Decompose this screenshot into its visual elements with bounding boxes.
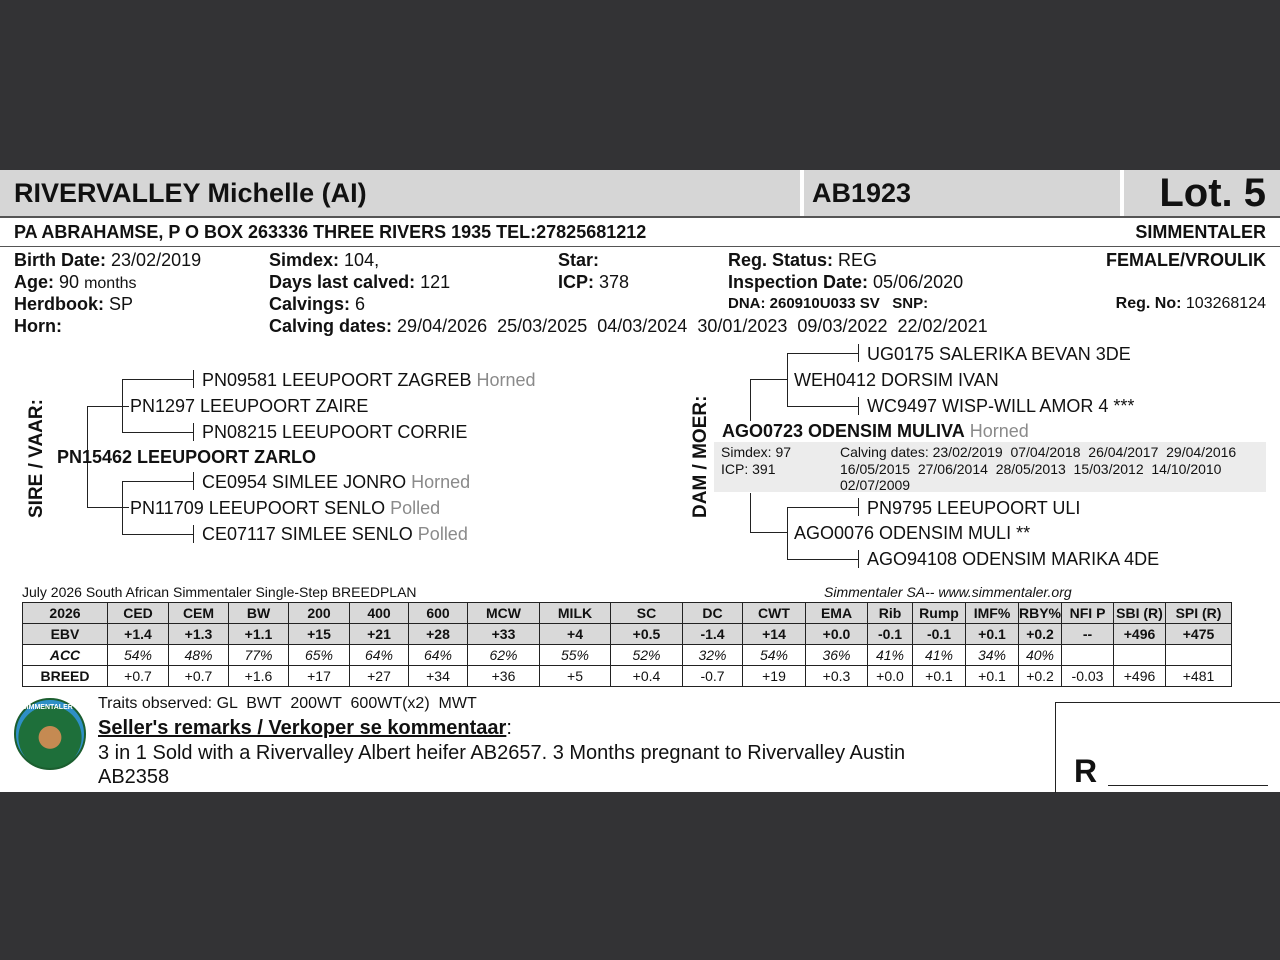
table-cell: +496 [1114, 666, 1166, 687]
table-cell: 52% [611, 645, 683, 666]
tree-line [122, 481, 123, 534]
sire-dam-dam: CE07117 SIMLEE SENLO Polled [202, 524, 468, 544]
tree-line [750, 379, 751, 421]
tree-line [787, 559, 859, 560]
table-cell: +21 [350, 624, 409, 645]
sire-dam-sire: CE0954 SIMLEE JONRO Horned [202, 472, 471, 492]
simdex: Simdex: 104, [269, 250, 380, 270]
table-cell: 65% [289, 645, 350, 666]
herdbook: Herdbook: SP [14, 294, 134, 314]
table-cell: 48% [169, 645, 229, 666]
birth-date: Birth Date: 23/02/2019 [14, 250, 202, 270]
table-cell: CEM [169, 603, 229, 624]
table-cell [1062, 645, 1114, 666]
table-cell: NFI P [1062, 603, 1114, 624]
table-cell: CED [108, 603, 169, 624]
owner-bar [0, 218, 1280, 247]
calving-dates: Calving dates: 29/04/2026 25/03/2025 04/03/2024 30/01/2023 09/03/2022 22/02/2021 [269, 316, 988, 336]
table-cell: MCW [468, 603, 540, 624]
table-cell: +27 [350, 666, 409, 687]
table-cell: +0.1 [966, 624, 1019, 645]
row-header-cell: 2026 [23, 603, 108, 624]
table-cell: IMF% [966, 603, 1019, 624]
table-cell: +475 [1166, 624, 1232, 645]
table-cell: +28 [409, 624, 468, 645]
breedplan-source: Simmentaler SA-- www.simmentaler.org [824, 584, 1072, 600]
table-cell: RBY% [1019, 603, 1062, 624]
dam-sire-dam: WC9497 WISP-WILL AMOR 4 *** [867, 396, 1135, 416]
reg-status: Reg. Status: REG [728, 250, 878, 270]
tree-line [193, 472, 194, 490]
table-cell: 41% [868, 645, 913, 666]
table-cell: SBI (R) [1114, 603, 1166, 624]
dam-name: AGO0723 ODENSIM MULIVA Horned [722, 421, 1029, 441]
table-cell: 34% [966, 645, 1019, 666]
table-cell: +0.7 [108, 666, 169, 687]
dam-simdex: Simdex: 97 [721, 444, 792, 460]
age: Age: 90 months [14, 272, 137, 292]
tree-line [750, 379, 788, 380]
remarks-title: Seller's remarks / Verkoper se kommentaar: [98, 717, 512, 739]
table-cell: 40% [1019, 645, 1062, 666]
table-cell: 200 [289, 603, 350, 624]
title-bar [0, 170, 1280, 218]
price-write-line[interactable] [1108, 785, 1268, 786]
tree-line [122, 379, 194, 380]
row-header-cell: ACC [23, 645, 108, 666]
icp: ICP: 378 [558, 272, 630, 292]
table-cell: +0.4 [611, 666, 683, 687]
table-cell: +33 [468, 624, 540, 645]
table-cell: +0.1 [913, 666, 966, 687]
dam-sire: WEH0412 DORSIM IVAN [794, 370, 999, 390]
table-cell: 54% [108, 645, 169, 666]
tree-line [193, 370, 194, 388]
tree-line [858, 498, 859, 516]
row-header-cell: BREED [23, 666, 108, 687]
title-divider [800, 170, 804, 216]
tree-line [858, 550, 859, 568]
table-cell: 36% [806, 645, 868, 666]
breed-row [23, 666, 1232, 687]
table-cell: -- [1062, 624, 1114, 645]
reg-id: AB1923 [812, 178, 912, 208]
acc-row [23, 645, 1232, 666]
breed-name: SIMMENTALER [1135, 222, 1266, 242]
table-cell: -0.1 [868, 624, 913, 645]
tree-line [750, 532, 788, 533]
title-divider [1120, 170, 1124, 216]
tree-line [787, 507, 859, 508]
table-cell: 55% [540, 645, 611, 666]
table-cell: -0.7 [683, 666, 743, 687]
price-box [1055, 702, 1280, 793]
tree-line [122, 432, 194, 433]
table-cell: +0.7 [169, 666, 229, 687]
tree-line [193, 525, 194, 543]
lot-card [0, 170, 1280, 792]
table-cell: +17 [289, 666, 350, 687]
table-cell: 64% [409, 645, 468, 666]
table-cell: +0.5 [611, 624, 683, 645]
tree-line [787, 353, 788, 406]
table-cell: MILK [540, 603, 611, 624]
sire-name: PN15462 LEEUPOORT ZARLO [57, 447, 317, 467]
tree-line [858, 397, 859, 415]
table-cell: 600 [409, 603, 468, 624]
tree-line [858, 344, 859, 362]
animal-name: RIVERVALLEY Michelle (AI) [14, 178, 367, 208]
table-cell: -1.4 [683, 624, 743, 645]
sire-dam: PN11709 LEEUPOORT SENLO Polled [130, 498, 441, 518]
table-cell: +4 [540, 624, 611, 645]
table-cell: 62% [468, 645, 540, 666]
logo-text: SIMMENTALER [22, 704, 73, 711]
dam-icp: ICP: 391 [721, 461, 776, 477]
table-cell: 77% [229, 645, 289, 666]
table-cell: 54% [743, 645, 806, 666]
table-cell: +15 [289, 624, 350, 645]
row-header-cell: EBV [23, 624, 108, 645]
tree-line [122, 379, 123, 432]
sire-sire-dam: PN08215 LEEUPOORT CORRIE [202, 422, 468, 442]
star-label: Star: [558, 250, 600, 270]
dam-info-box [714, 442, 1266, 492]
dna-info: DNA: 260910U033 SV SNP: [728, 295, 929, 312]
horn-label: Horn: [14, 316, 62, 336]
table-cell: +5 [540, 666, 611, 687]
table-cell: SPI (R) [1166, 603, 1232, 624]
sex: FEMALE/VROULIK [1106, 250, 1266, 270]
dam-dam: AGO0076 ODENSIM MULI ** [794, 523, 1031, 543]
table-cell: +1.3 [169, 624, 229, 645]
table-cell: +0.3 [806, 666, 868, 687]
simmentaler-logo [14, 698, 86, 770]
table-cell: +34 [409, 666, 468, 687]
table-cell: -0.03 [1062, 666, 1114, 687]
table-cell: CWT [743, 603, 806, 624]
ebv-table [22, 602, 1232, 687]
table-cell: 64% [350, 645, 409, 666]
table-cell: -0.1 [913, 624, 966, 645]
traits-observed: Traits observed: GL BWT 200WT 600WT(x2) MWT [98, 695, 477, 712]
tree-line [750, 493, 751, 533]
table-cell: 400 [350, 603, 409, 624]
dam-dam-dam: AGO94108 ODENSIM MARIKA 4DE [867, 549, 1160, 569]
table-cell: +19 [743, 666, 806, 687]
owner-info: PA ABRAHAMSE, P O BOX 263336 THREE RIVERS 1935 TEL:27825681212 [14, 222, 647, 242]
tree-line [787, 507, 788, 560]
sire-sire-parent: PN1297 LEEUPOORT ZAIRE [130, 396, 369, 416]
table-cell: +496 [1114, 624, 1166, 645]
table-cell: 41% [913, 645, 966, 666]
table-cell: +36 [468, 666, 540, 687]
dam-side-label: DAM / MOER: [690, 395, 711, 518]
tree-line [787, 353, 859, 354]
tree-line [122, 481, 194, 482]
table-cell: DC [683, 603, 743, 624]
breedplan-caption: July 2026 South African Simmentaler Single-Step BREEDPLAN [22, 584, 417, 600]
dam-calving-dates: Calving dates: 23/02/2019 07/04/2018 26/04/2017 29/04/2016 [840, 444, 1237, 460]
lot-number: Lot. 5 [1159, 171, 1266, 215]
table-cell: Rump [913, 603, 966, 624]
table-cell: EMA [806, 603, 868, 624]
table-cell: +0.2 [1019, 666, 1062, 687]
calvings: Calvings: 6 [269, 294, 366, 314]
table-cell: 32% [683, 645, 743, 666]
dam-dam-sire: PN9795 LEEUPOORT ULI [867, 498, 1081, 518]
remarks-text: AB2358 [98, 766, 170, 788]
sire-side-label: SIRE / VAAR: [26, 399, 47, 518]
remarks-text: 3 in 1 Sold with a Rivervalley Albert heifer AB2657. 3 Months pregnant to Rivervalley Austin [98, 742, 906, 764]
table-cell: +14 [743, 624, 806, 645]
table-cell: +0.0 [868, 666, 913, 687]
table-cell: +1.1 [229, 624, 289, 645]
table-cell [1166, 645, 1232, 666]
dam-calving-dates: 16/05/2015 27/06/2014 28/05/2013 15/03/2012 14/10/2010 [840, 461, 1222, 477]
r-label: R [1074, 753, 1098, 789]
tree-line [193, 423, 194, 441]
dam-sire-sire: UG0175 SALERIKA BEVAN 3DE [867, 344, 1131, 364]
table-cell: +481 [1166, 666, 1232, 687]
table-header-row [23, 603, 1232, 624]
table-cell: +0.1 [966, 666, 1019, 687]
table-cell: BW [229, 603, 289, 624]
sire-sire: PN09581 LEEUPOORT ZAGREB Horned [202, 370, 536, 390]
days-last-calved: Days last calved: 121 [269, 272, 451, 292]
table-cell [1114, 645, 1166, 666]
table-cell: +0.2 [1019, 624, 1062, 645]
tree-line [122, 534, 194, 535]
table-cell: SC [611, 603, 683, 624]
table-cell: +1.4 [108, 624, 169, 645]
ebv-row [23, 624, 1232, 645]
reg-no: Reg. No: 103268124 [1115, 295, 1266, 312]
table-cell: +0.0 [806, 624, 868, 645]
inspection-date: Inspection Date: 05/06/2020 [728, 272, 964, 292]
table-cell: +1.6 [229, 666, 289, 687]
tree-line [787, 406, 859, 407]
table-cell: Rib [868, 603, 913, 624]
dam-calving-dates: 02/07/2009 [840, 477, 911, 493]
